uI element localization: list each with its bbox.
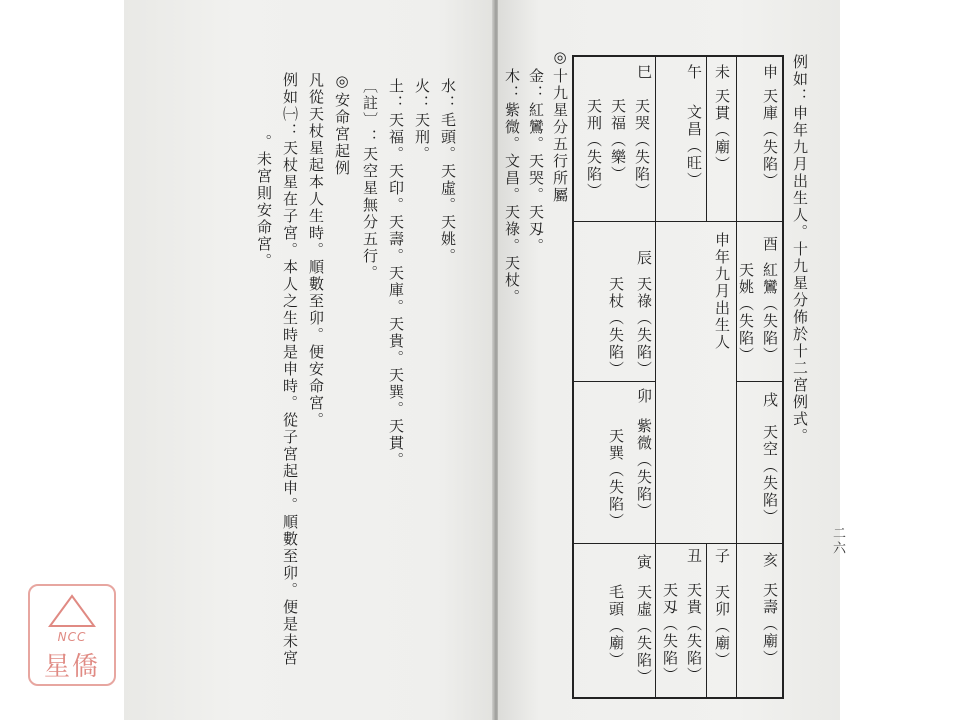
palace-si-star: 天刑（失陷） — [585, 98, 603, 200]
palace-zi-branch: 子 — [713, 548, 731, 565]
palace-wu-star: 文昌（旺） — [685, 104, 703, 189]
left-line-earth: 土：天福。天印。天壽。天庫。天貴。天巽。天貫。 — [387, 78, 405, 469]
palace-shen-star: 天庫（失陷） — [761, 88, 779, 190]
left-heading-ming-palace: ◎安命宮起例 — [333, 72, 351, 177]
divider — [574, 543, 782, 544]
divider — [574, 381, 655, 382]
page-number: 二六 — [830, 526, 845, 556]
element-wood-line: 木：紫微。文昌。天祿。天杖。 — [503, 68, 521, 306]
palace-mao-branch: 卯 — [635, 388, 653, 405]
chart-center-label: 申年九月出生人 — [713, 232, 731, 351]
palace-si-star: 天哭（失陷） — [633, 98, 651, 200]
palace-you-star: 天姚（失陷） — [737, 262, 755, 364]
left-line-water: 水：毛頭。天虛。天姚。 — [439, 78, 457, 265]
divider — [706, 57, 707, 221]
left-line-note: 〔註〕：天空星無分五行。 — [361, 78, 379, 282]
divider — [736, 543, 737, 699]
palace-hai-star: 天壽（廟） — [761, 582, 779, 667]
palace-chen-branch: 辰 — [635, 250, 653, 267]
palace-chen-star: 天杖（失陷） — [607, 276, 625, 378]
palace-shen-branch: 申 — [761, 64, 779, 81]
palace-mao-star: 天巽（失陷） — [607, 428, 625, 530]
palace-mao-star: 紫微（失陷） — [635, 418, 653, 520]
divider — [736, 381, 782, 382]
element-metal-line: 金：紅鸞。天哭。天刄。 — [527, 68, 545, 255]
palace-you-branch: 酉 — [761, 236, 779, 253]
palace-chou-branch: 丑 — [685, 548, 703, 565]
palace-zi-star: 天卯（廟） — [713, 584, 731, 669]
palace-xu-branch: 戌 — [761, 392, 779, 409]
left-line-example: 例如㈠：天杖星在子宮。本人之生時是申時。從子宮起申。順數至卯。便是未宮 — [281, 72, 299, 667]
divider — [736, 57, 737, 221]
stamp-ncc-text: NCC — [57, 630, 87, 644]
palace-xu-star: 天空（失陷） — [761, 424, 779, 526]
left-line-example-cont: 。未宮則安命宮。 — [255, 134, 273, 270]
palace-yin-star: 天虛（失陷） — [635, 584, 653, 686]
right-intro: 例如：申年九月出生人。十九星分佈於十二宮例式。 — [791, 54, 809, 445]
element-heading: ◎十九星分五行所屬 — [551, 48, 569, 204]
palace-yin-branch: 寅 — [635, 554, 653, 571]
palace-si-star: 天福（樂） — [609, 98, 627, 183]
palace-you-star: 紅鸞（失陷） — [761, 262, 779, 364]
divider — [655, 221, 656, 699]
palace-wu-branch: 午 — [685, 64, 703, 81]
divider — [706, 543, 707, 699]
palace-chen-star: 天祿（失陷） — [635, 276, 653, 378]
stamp-name-text: 星僑 — [43, 652, 100, 682]
ncc-stamp-logo — [28, 584, 116, 686]
divider — [655, 57, 656, 221]
palace-chou-star: 天刄（失陷） — [661, 582, 679, 684]
palace-wei-branch: 未 — [713, 64, 731, 81]
left-line-rule: 凡從天杖星起本人生時。順數至卯。便安命宮。 — [307, 72, 325, 429]
left-line-fire: 火：天刑。 — [413, 78, 431, 163]
palace-hai-branch: 亥 — [761, 552, 779, 569]
palace-chou-star: 天貴（失陷） — [685, 582, 703, 684]
palace-wei-star: 天貫（廟） — [713, 88, 731, 173]
divider — [574, 221, 782, 222]
palace-si-branch: 巳 — [635, 64, 653, 81]
palace-yin-star: 毛頭（廟） — [607, 584, 625, 669]
